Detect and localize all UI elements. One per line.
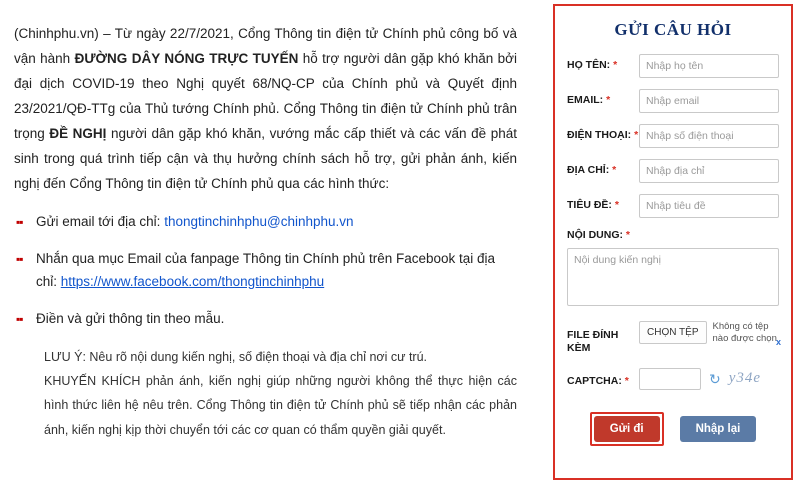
control-subject: [639, 194, 779, 218]
label-captcha-text: CAPTCHA:: [567, 374, 622, 387]
label-subject: [567, 194, 639, 213]
note-line-1: LƯU Ý: Nêu rõ nội dung kiến nghị, số điện thoại và địa chỉ nơi cư trú.: [44, 349, 428, 364]
label-content: [567, 229, 779, 243]
bullet-text-1: Gửi email tới địa chỉ:: [36, 213, 165, 229]
field-row-content: [567, 229, 779, 311]
field-row-captcha: [567, 368, 779, 390]
label-subject-text: TIÊU ĐỀ:: [567, 199, 612, 211]
label-attachment: FILE ĐÍNH KÈM: [567, 328, 619, 355]
required-marker: *: [606, 94, 611, 106]
required-marker: *: [613, 59, 618, 71]
article-paragraph-mid-1: hỗ trợ người dân gặp khó khăn bởi đại dịch COVID-19 theo Nghị quyết 68/NQ-CP của Chính phủ và Quyết định 23/2021/QĐ-TTg của Thủ tướng Chính phủ. Cổng Thông tin điện tử Chính phủ trân trọng: [14, 50, 517, 141]
list-item: [14, 211, 517, 234]
address-input[interactable]: [639, 159, 779, 183]
list-item: [14, 308, 517, 331]
clear-attachment-icon[interactable]: x: [775, 337, 781, 348]
captcha-code-text: y34e: [728, 370, 762, 387]
label-phone-text: ĐIỆN THOẠI:: [567, 129, 632, 141]
field-row-fullname: [567, 54, 779, 78]
form-actions: [567, 412, 779, 446]
label-fullname-text: HỌ TÊN:: [567, 59, 611, 71]
field-row-subject: [567, 194, 779, 218]
submit-button-highlight: [590, 412, 664, 446]
note-line-2: KHUYẾN KHÍCH phản ánh, kiến nghị giúp những người không thể thực hiện các hình thức liên hệ nêu trên. Cổng Thông tin điện tử Chính phủ sẽ tiếp nhận các phản ánh, kiến nghị kịp thời chuyển tới các cơ quan có thẩm quyền giải quyết.: [44, 373, 517, 437]
field-row-address: [567, 159, 779, 183]
reset-button[interactable]: Nhập lại: [680, 416, 757, 442]
article-paragraph-mid-2: người dân gặp khó khăn, vướng mắc cấp thiết và các vấn đề phát sinh trong quá trình tiếp cận và thụ hưởng chính sách hỗ trợ, gửi phản ánh, kiến nghị đến Cổng Thông tin điện tử Chính phủ qua các hình thức:: [14, 125, 517, 191]
bullet-marker-icon: ▪▪: [16, 214, 23, 229]
required-marker: *: [624, 374, 629, 387]
label-phone: [567, 124, 639, 143]
phone-input[interactable]: [639, 124, 779, 148]
email-input[interactable]: [639, 89, 779, 113]
article-paragraph-bold-2: ĐỀ NGHỊ: [49, 125, 107, 141]
submit-button[interactable]: Gửi đi: [594, 416, 660, 442]
content-textarea[interactable]: [567, 248, 779, 306]
choose-file-button[interactable]: CHỌN TỆP: [639, 321, 707, 344]
email-link[interactable]: thongtinchinhphu@chinhphu.vn: [164, 213, 354, 229]
refresh-captcha-icon[interactable]: ↻: [709, 370, 721, 387]
article-paragraph-bold-1: ĐƯỜNG DÂY NÓNG TRỰC TUYẾN: [74, 50, 299, 66]
label-address-text: ĐỊA CHỈ:: [567, 164, 610, 176]
fullname-input[interactable]: [639, 54, 779, 78]
required-marker: *: [614, 199, 619, 211]
label-content-text: NỘI DUNG:: [567, 229, 623, 241]
form-title: GỬI CÂU HỎI: [614, 20, 732, 39]
label-email: [567, 89, 639, 108]
control-phone: [639, 124, 779, 148]
field-row-email: [567, 89, 779, 113]
field-row-attachment: [567, 321, 779, 356]
required-marker: *: [634, 129, 639, 141]
control-fullname: [639, 54, 779, 78]
label-address: [567, 159, 639, 178]
captcha-input[interactable]: [639, 368, 701, 390]
bullet-text-3: Điền và gửi thông tin theo mẫu.: [36, 310, 225, 326]
bullet-text-2: Nhắn qua mục Email của fanpage Thông tin Chính phủ trên Facebook tại địa chỉ:: [36, 250, 496, 289]
article-paragraph: [14, 22, 517, 197]
control-address: [639, 159, 779, 183]
label-email-text: EMAIL:: [567, 94, 604, 106]
required-marker: *: [625, 229, 631, 241]
required-marker: *: [612, 164, 617, 176]
article-paragraph-prefix: (Chinhphu.vn) – Từ ngày 22/7/2021, Cổng Thông tin điện tử Chính phủ công bố và vận hành: [14, 26, 517, 66]
field-row-phone: [567, 124, 779, 148]
label-captcha: [567, 370, 639, 389]
control-email: [639, 89, 779, 113]
attachment-status-text: Không có tệp nào được chọn: [712, 320, 777, 344]
attachment-control: [639, 320, 781, 348]
article-notes: [44, 345, 517, 443]
bullet-marker-icon: ▪▪: [16, 311, 23, 326]
article-bullet-list: [14, 211, 517, 331]
bullet-marker-icon: ▪▪: [16, 251, 23, 266]
subject-input[interactable]: [639, 194, 779, 218]
label-fullname: [567, 54, 639, 73]
list-item: [14, 248, 517, 294]
facebook-link[interactable]: https://www.facebook.com/thongtinchinhphu: [60, 273, 325, 289]
question-form-panel: [553, 4, 793, 480]
